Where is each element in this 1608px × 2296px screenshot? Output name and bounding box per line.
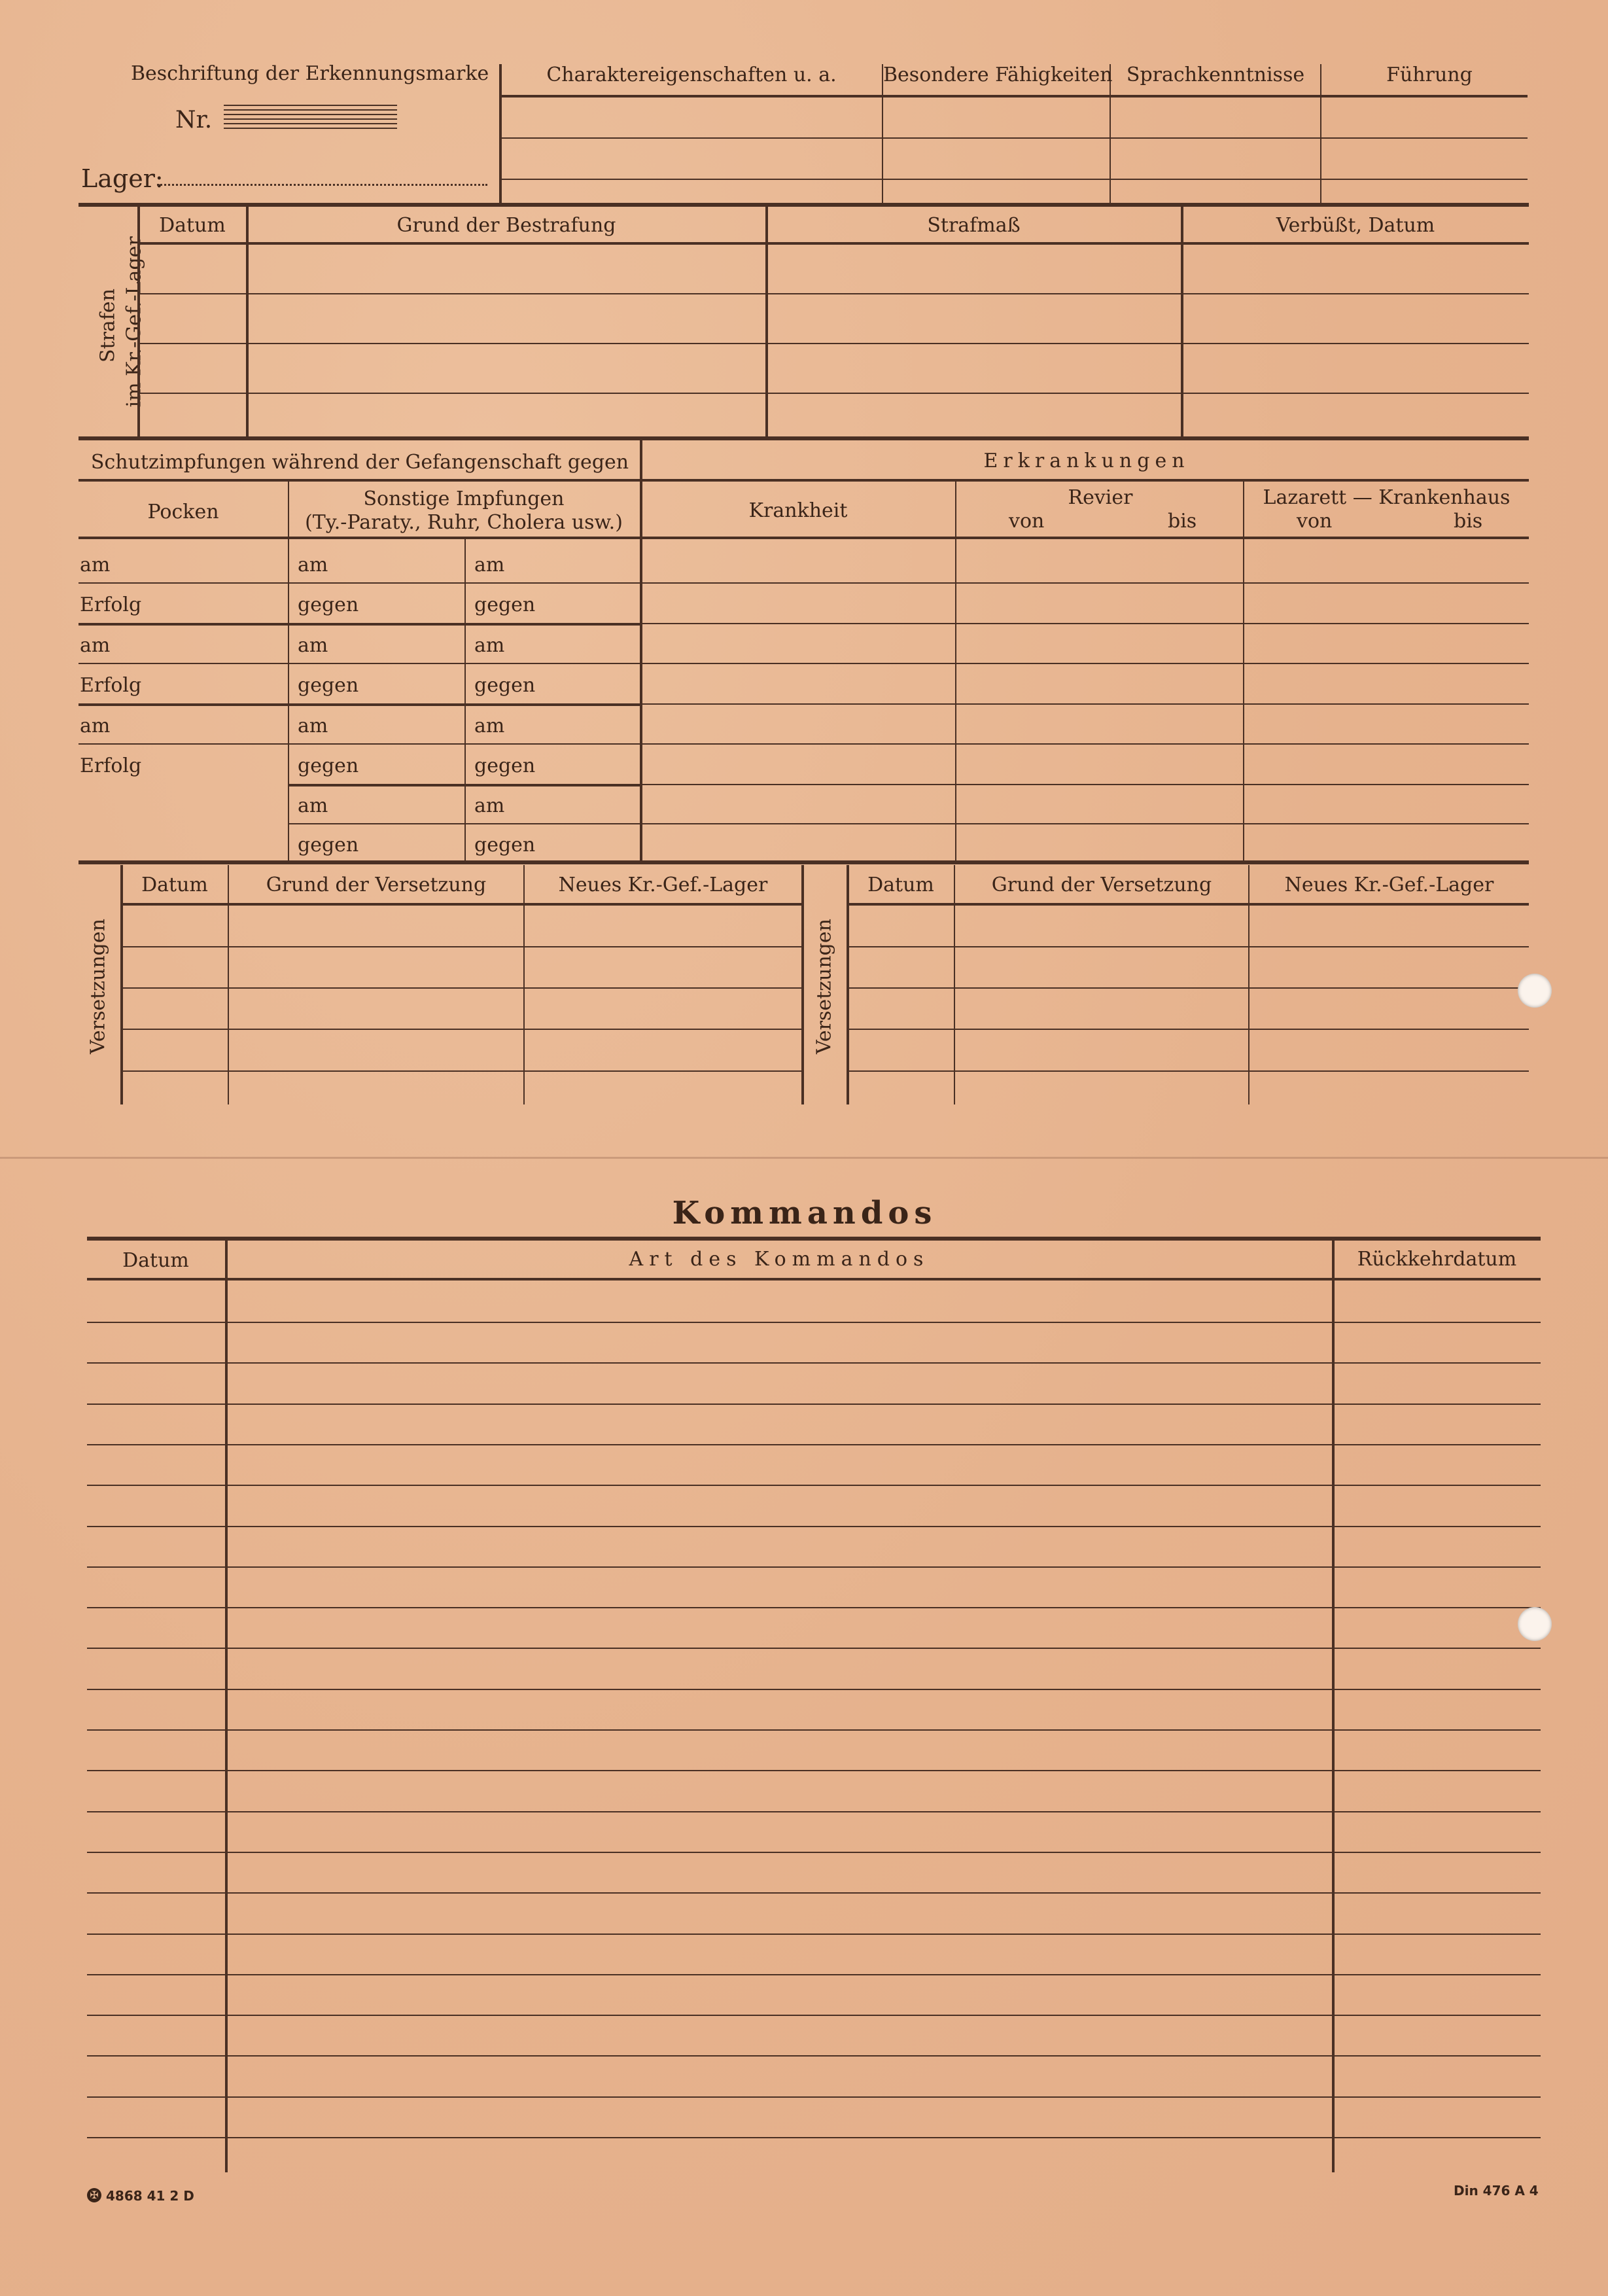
kommando-col-art: Art des Kommandos (629, 1248, 930, 1271)
sonst-gegen: gegen (474, 593, 536, 616)
kommando-row-rule (87, 1770, 1541, 1771)
col-verbuesst: Verbüßt, Datum (1276, 214, 1435, 237)
kommando-col-rueckkehr: Rückkehrdatum (1357, 1248, 1517, 1271)
col-lazarett: Lazarett — Krankenhaus (1263, 486, 1511, 509)
kommando-row-rule (87, 1485, 1541, 1486)
rule (847, 1029, 1529, 1030)
vers-l-neues: Neues Kr.-Gef.-Lager (558, 874, 768, 896)
kommando-row-rule (87, 1974, 1541, 1975)
divider (847, 865, 849, 1104)
kommando-row-rule (87, 1852, 1541, 1853)
rule (641, 623, 1529, 624)
sonst-gegen: gegen (298, 674, 359, 697)
rule (137, 293, 1529, 294)
col-sonstige-2: (Ty.-Paraty., Ruhr, Cholera usw.) (305, 511, 623, 534)
strafen-side-2: im Kr.-Gef.-Lager (122, 236, 146, 408)
col-krankheit: Krankheit (748, 499, 848, 522)
col-pocken: Pocken (147, 501, 219, 523)
divider (523, 865, 525, 1104)
sonst-gegen: gegen (474, 754, 536, 777)
sonst-gegen: gegen (298, 754, 359, 777)
section-rule (79, 203, 1529, 207)
pocken-am-1: am (80, 554, 111, 576)
rule (847, 946, 1529, 947)
divider (120, 865, 123, 1104)
divider (1332, 1239, 1335, 2172)
sonst-gegen: gegen (474, 834, 536, 857)
divider (464, 538, 466, 862)
revier-von: von (1009, 510, 1045, 533)
rule (500, 95, 1528, 97)
divider (801, 865, 804, 1104)
kommando-row-rule (87, 1607, 1541, 1608)
col-sonstige-1: Sonstige Impfungen (363, 487, 565, 510)
rule (120, 987, 803, 989)
rule (641, 784, 1529, 785)
rule (79, 663, 640, 664)
sonst-am: am (474, 634, 505, 657)
rule (79, 582, 640, 584)
pocken-am-2: am (80, 634, 111, 657)
col-sprachkenntnisse: Sprachkenntnisse (1126, 63, 1305, 86)
sonst-gegen: gegen (474, 674, 536, 697)
tag-label: Beschriftung der Erkennungsmarke (131, 62, 489, 85)
pocken-erfolg-2: Erfolg (80, 674, 142, 697)
vers-r-datum: Datum (867, 874, 934, 896)
erkrankungen-header: Erkrankungen (983, 450, 1190, 472)
strafen-side-1: Strafen (96, 289, 120, 363)
rule (641, 582, 1529, 584)
rule (641, 743, 1529, 745)
rule (87, 1278, 1541, 1280)
section-rule (79, 436, 1529, 440)
kommando-row-rule (87, 2096, 1541, 2098)
pocken-erfolg-3: Erfolg (80, 754, 142, 777)
rule (120, 1029, 803, 1030)
rule (641, 703, 1529, 705)
divider (1248, 865, 1250, 1104)
form-number: 4868 41 2 D (106, 2188, 194, 2204)
rule (288, 784, 640, 786)
vers-l-datum: Datum (141, 874, 208, 896)
kommando-row-rule (87, 1444, 1541, 1445)
rule (79, 743, 640, 745)
sonst-gegen: gegen (298, 593, 359, 616)
col-faehigkeiten: Besondere Fähigkeiten (883, 63, 1113, 86)
rule (641, 663, 1529, 664)
sonst-am: am (298, 554, 328, 576)
punch-hole (1518, 974, 1552, 1008)
lazarett-von: von (1297, 510, 1333, 533)
sonst-am: am (474, 794, 505, 817)
sonst-am: am (298, 634, 328, 657)
vers-r-grund: Grund der Versetzung (991, 874, 1212, 896)
rule (79, 623, 640, 626)
fold-line (0, 1157, 1608, 1159)
rule (288, 823, 640, 824)
impfung-header: Schutzimpfungen während der Gefangenschaft gegen (90, 451, 629, 474)
pocken-am-3: am (80, 715, 111, 737)
rule (137, 343, 1529, 344)
divider (225, 1239, 228, 2172)
kommando-row-rule (87, 1526, 1541, 1527)
rule (79, 537, 1529, 539)
kommando-row-rule (87, 1322, 1541, 1323)
pocken-erfolg-1: Erfolg (80, 593, 142, 616)
kommando-row-rule (87, 1811, 1541, 1812)
kommando-row-rule (87, 1566, 1541, 1568)
kommando-row-rule (87, 1648, 1541, 1649)
nr-label: Nr. (175, 107, 213, 133)
sonst-am: am (474, 554, 505, 576)
kommando-row-rule (87, 1892, 1541, 1894)
sonst-am: am (298, 794, 328, 817)
rule (79, 703, 640, 706)
versetzungen-side-left: Versetzungen (86, 919, 110, 1054)
sonst-gegen: gegen (298, 834, 359, 857)
kommandos-title: Kommandos (672, 1195, 937, 1231)
punch-hole (1518, 1607, 1552, 1641)
din-label: Din 476 A 4 (1454, 2183, 1539, 2199)
col-strafmass: Strafmaß (927, 214, 1021, 237)
kommando-row-rule (87, 2055, 1541, 2057)
kommando-row-rule (87, 2015, 1541, 2016)
kommando-row-rule (87, 2137, 1541, 2138)
revier-bis: bis (1168, 510, 1197, 533)
sonst-am: am (298, 715, 328, 737)
sonst-am: am (474, 715, 505, 737)
col-datum: Datum (159, 214, 226, 237)
col-revier: Revier (1068, 486, 1133, 509)
col-fuehrung: Führung (1386, 63, 1473, 86)
rule (847, 1070, 1529, 1072)
divider (954, 865, 955, 1104)
rule (137, 393, 1529, 394)
rule (641, 823, 1529, 824)
rule (500, 179, 1528, 180)
rule (120, 1070, 803, 1072)
lager-field[interactable] (157, 184, 487, 186)
divider (228, 865, 229, 1104)
section-rule (79, 860, 1529, 864)
kommando-row-rule (87, 1404, 1541, 1405)
kommando-row-rule (87, 1934, 1541, 1935)
kommando-row-rule (87, 1729, 1541, 1731)
printer-mark-icon: ✠ (87, 2188, 101, 2202)
rule (500, 137, 1528, 139)
versetzungen-side-right: Versetzungen (813, 919, 836, 1054)
section-rule (87, 1237, 1541, 1241)
rule (847, 903, 1529, 906)
kommando-row-rule (87, 1689, 1541, 1690)
lazarett-bis: bis (1454, 510, 1483, 533)
nr-lines (224, 105, 397, 132)
col-grund-bestrafung: Grund der Bestrafung (396, 214, 616, 237)
rule (847, 987, 1529, 989)
kommando-col-datum: Datum (122, 1249, 189, 1272)
vers-r-neues: Neues Kr.-Gef.-Lager (1284, 874, 1494, 896)
rule (79, 479, 1529, 482)
col-charakter: Charaktereigenschaften u. a. (546, 63, 837, 86)
rule (120, 903, 803, 906)
rule (137, 242, 1529, 245)
lager-label: Lager: (81, 164, 164, 193)
kommando-row-rule (87, 1362, 1541, 1364)
rule (120, 946, 803, 947)
vers-l-grund: Grund der Versetzung (266, 874, 487, 896)
